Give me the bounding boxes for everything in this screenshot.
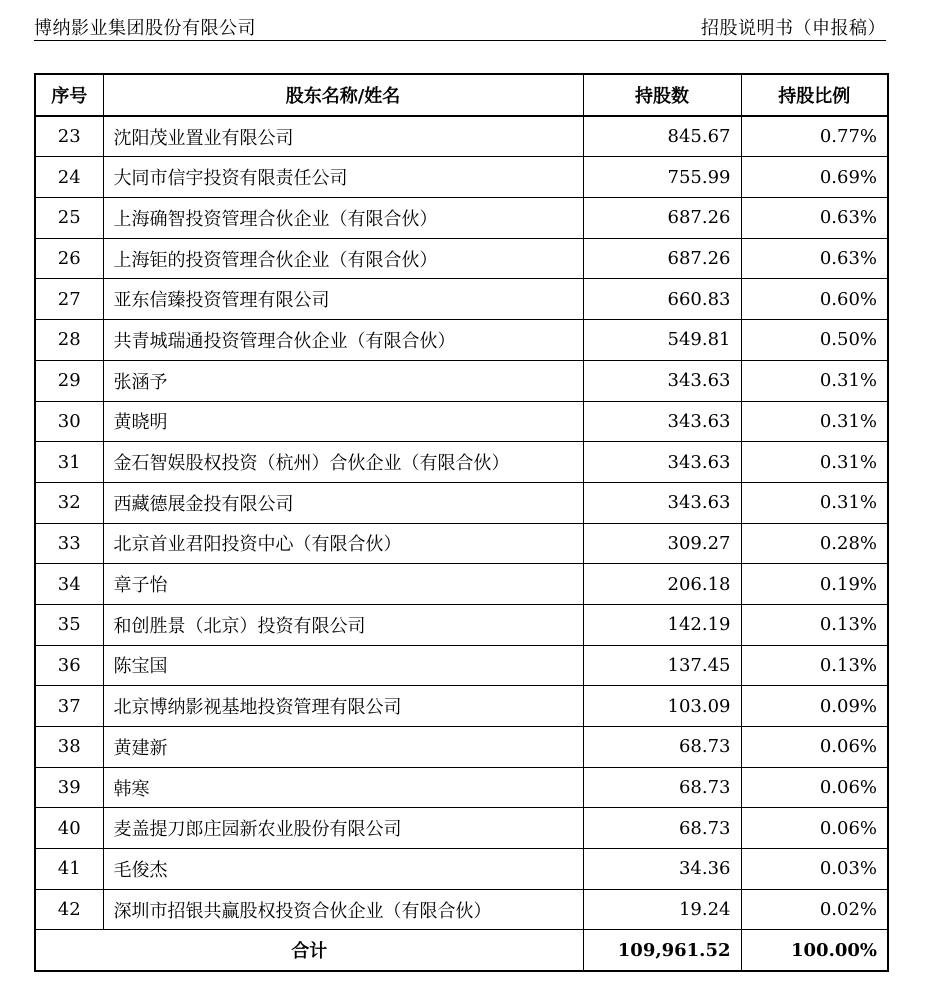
row-index: 31: [35, 442, 103, 483]
shareholder-name: 麦盖提刀郎庄园新农业股份有限公司: [103, 808, 583, 849]
shareholder-name: 金石智娱股权投资（杭州）合伙企业（有限合伙）: [103, 442, 583, 483]
share-count: 343.63: [583, 360, 741, 401]
share-count: 687.26: [583, 198, 741, 239]
row-index: 30: [35, 401, 103, 442]
share-ratio: 0.31%: [741, 482, 888, 523]
shareholder-name: 张涵予: [103, 360, 583, 401]
shareholder-name: 韩寒: [103, 767, 583, 808]
table-body: [35, 116, 888, 930]
table-row: [35, 604, 888, 645]
share-ratio: 0.13%: [741, 645, 888, 686]
row-index: 28: [35, 320, 103, 361]
table-row: [35, 645, 888, 686]
table-row: [35, 686, 888, 727]
row-index: 42: [35, 889, 103, 930]
share-ratio: 0.02%: [741, 889, 888, 930]
share-count: 103.09: [583, 686, 741, 727]
table-row: [35, 198, 888, 239]
shareholder-name: 上海钜的投资管理合伙企业（有限合伙）: [103, 238, 583, 279]
share-count: 19.24: [583, 889, 741, 930]
share-count: 845.67: [583, 116, 741, 157]
table-row: [35, 727, 888, 768]
table-row: [35, 360, 888, 401]
table-row: [35, 279, 888, 320]
table-row: [35, 157, 888, 198]
shareholder-name: 黄建新: [103, 727, 583, 768]
shareholder-name: 西藏德展金投有限公司: [103, 482, 583, 523]
table-row: [35, 523, 888, 564]
row-index: 36: [35, 645, 103, 686]
table-row: [35, 564, 888, 605]
share-ratio: 0.09%: [741, 686, 888, 727]
row-index: 23: [35, 116, 103, 157]
share-count: 687.26: [583, 238, 741, 279]
shareholder-name: 北京首业君阳投资中心（有限合伙）: [103, 523, 583, 564]
table-row: [35, 767, 888, 808]
shareholder-name: 毛俊杰: [103, 849, 583, 890]
shareholder-name: 陈宝国: [103, 645, 583, 686]
table-row: [35, 320, 888, 361]
share-count: 142.19: [583, 604, 741, 645]
row-index: 41: [35, 849, 103, 890]
column-header-index: 序号: [35, 74, 103, 116]
share-ratio: 0.31%: [741, 401, 888, 442]
share-ratio: 0.77%: [741, 116, 888, 157]
row-index: 38: [35, 727, 103, 768]
share-count: 343.63: [583, 482, 741, 523]
total-ratio: 100.00%: [741, 930, 888, 971]
shareholder-name: 亚东信臻投资管理有限公司: [103, 279, 583, 320]
share-ratio: 0.03%: [741, 849, 888, 890]
share-count: 68.73: [583, 808, 741, 849]
share-ratio: 0.06%: [741, 767, 888, 808]
table-row: [35, 401, 888, 442]
table-row: [35, 849, 888, 890]
share-ratio: 0.69%: [741, 157, 888, 198]
shareholder-name: 大同市信宇投资有限责任公司: [103, 157, 583, 198]
share-count: 137.45: [583, 645, 741, 686]
share-count: 309.27: [583, 523, 741, 564]
table-row: [35, 238, 888, 279]
row-index: 37: [35, 686, 103, 727]
share-count: 660.83: [583, 279, 741, 320]
shareholder-name: 黄晓明: [103, 401, 583, 442]
share-ratio: 0.13%: [741, 604, 888, 645]
shareholder-name: 北京博纳影视基地投资管理有限公司: [103, 686, 583, 727]
row-index: 29: [35, 360, 103, 401]
share-count: 68.73: [583, 767, 741, 808]
column-header-ratio: 持股比例: [741, 74, 888, 116]
table-row: [35, 808, 888, 849]
row-index: 25: [35, 198, 103, 239]
shareholder-name: 章子怡: [103, 564, 583, 605]
shareholder-table: [34, 73, 889, 972]
row-index: 26: [35, 238, 103, 279]
shareholder-name: 深圳市招银共赢股权投资合伙企业（有限合伙）: [103, 889, 583, 930]
share-count: 68.73: [583, 727, 741, 768]
row-index: 40: [35, 808, 103, 849]
table-header-row: [35, 74, 888, 116]
share-count: 549.81: [583, 320, 741, 361]
company-name: 博纳影业集团股份有限公司: [34, 18, 256, 39]
table-row: [35, 442, 888, 483]
page-header: [34, 6, 886, 41]
table-row: [35, 889, 888, 930]
row-index: 35: [35, 604, 103, 645]
total-row: [35, 930, 888, 971]
share-ratio: 0.28%: [741, 523, 888, 564]
row-index: 32: [35, 482, 103, 523]
share-ratio: 0.06%: [741, 727, 888, 768]
shareholder-name: 共青城瑞通投资管理合伙企业（有限合伙）: [103, 320, 583, 361]
shareholder-name: 沈阳茂业置业有限公司: [103, 116, 583, 157]
document-title: 招股说明书（申报稿）: [701, 18, 886, 39]
column-header-name: 股东名称/姓名: [103, 74, 583, 116]
row-index: 24: [35, 157, 103, 198]
share-ratio: 0.31%: [741, 442, 888, 483]
share-ratio: 0.19%: [741, 564, 888, 605]
share-ratio: 0.63%: [741, 198, 888, 239]
row-index: 33: [35, 523, 103, 564]
shareholder-name: 上海确智投资管理合伙企业（有限合伙）: [103, 198, 583, 239]
share-count: 755.99: [583, 157, 741, 198]
total-shares: 109,961.52: [583, 930, 741, 971]
share-ratio: 0.63%: [741, 238, 888, 279]
share-count: 343.63: [583, 401, 741, 442]
table-row: [35, 482, 888, 523]
row-index: 34: [35, 564, 103, 605]
row-index: 39: [35, 767, 103, 808]
total-label: 合计: [35, 930, 583, 971]
share-ratio: 0.06%: [741, 808, 888, 849]
column-header-shares: 持股数: [583, 74, 741, 116]
share-count: 206.18: [583, 564, 741, 605]
share-ratio: 0.50%: [741, 320, 888, 361]
table-row: [35, 116, 888, 157]
share-count: 343.63: [583, 442, 741, 483]
share-count: 34.36: [583, 849, 741, 890]
share-ratio: 0.60%: [741, 279, 888, 320]
row-index: 27: [35, 279, 103, 320]
shareholder-name: 和创胜景（北京）投资有限公司: [103, 604, 583, 645]
share-ratio: 0.31%: [741, 360, 888, 401]
